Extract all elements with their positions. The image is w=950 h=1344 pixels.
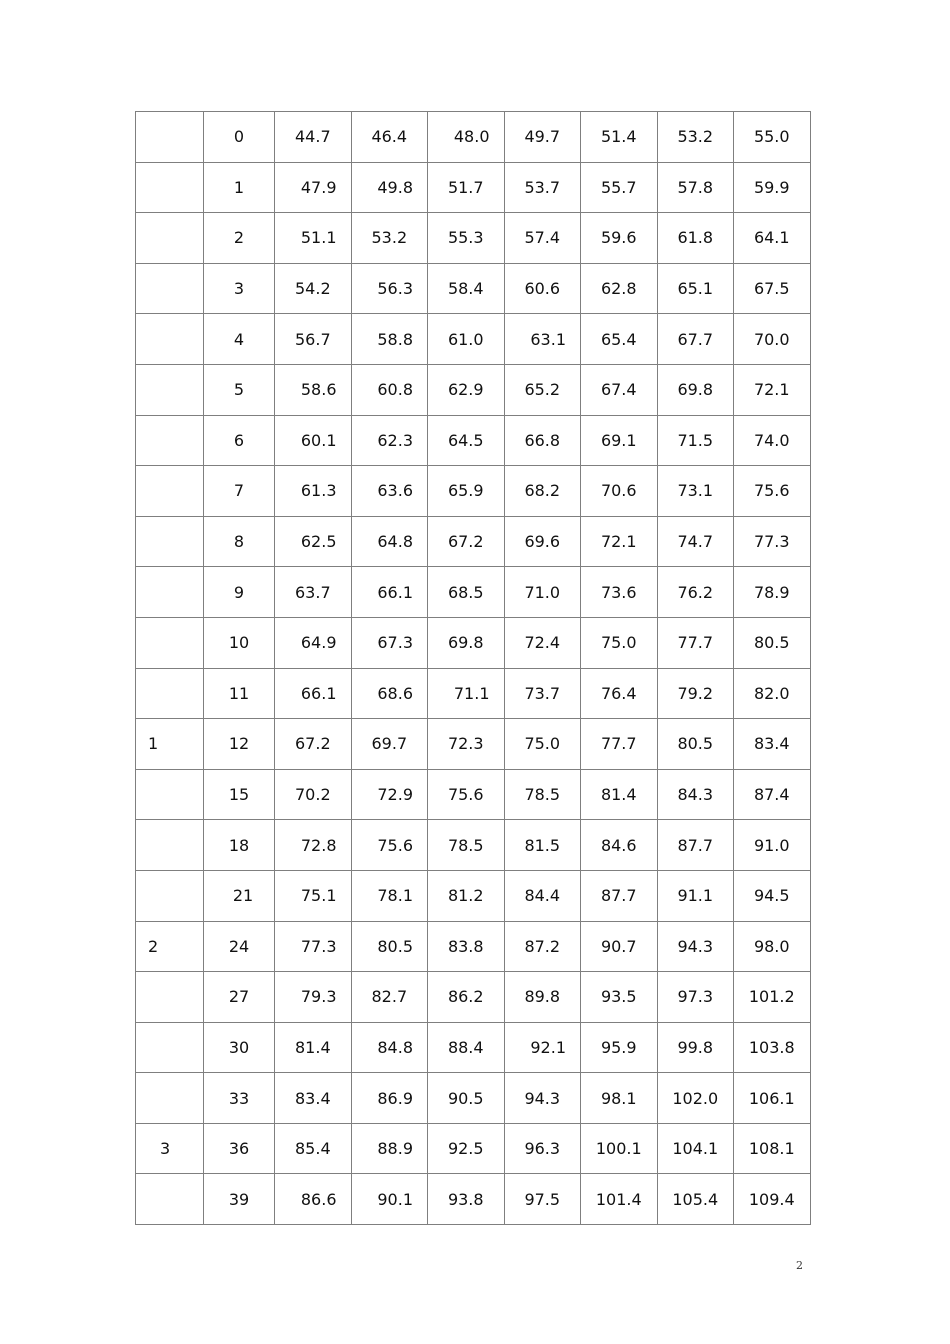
year-cell [136,870,204,921]
value-cell: 57.8 [657,162,734,213]
value-cell: 77.7 [657,617,734,668]
value-cell: 101.4 [581,1174,658,1225]
value-cell: 61.3 [275,466,352,517]
value-cell: 109.4 [734,1174,811,1225]
value-cell: 108.1 [734,1123,811,1174]
year-cell: 2 [136,921,204,972]
value-cell: 68.6 [351,668,428,719]
table-row [136,516,811,567]
value-cell: 65.9 [428,466,505,517]
year-cell [136,213,204,264]
value-cell: 72.3 [428,719,505,770]
year-cell [136,1073,204,1124]
value-cell: 90.7 [581,921,658,972]
value-cell: 78.5 [428,820,505,871]
value-cell: 64.5 [428,415,505,466]
year-cell [136,162,204,213]
value-cell: 65.4 [581,314,658,365]
value-cell: 100.1 [581,1123,658,1174]
value-cell: 94.5 [734,870,811,921]
value-cell: 75.6 [351,820,428,871]
value-cell: 77.3 [275,921,352,972]
value-cell: 69.8 [428,617,505,668]
month-cell: 24 [204,921,275,972]
value-cell: 87.4 [734,769,811,820]
table-row [136,921,811,972]
value-cell: 87.7 [657,820,734,871]
table-row [136,162,811,213]
value-cell: 79.2 [657,668,734,719]
value-cell: 58.6 [275,364,352,415]
table-row [136,820,811,871]
data-table [135,111,811,1225]
value-cell: 55.7 [581,162,658,213]
month-cell: 2 [204,213,275,264]
month-cell: 10 [204,617,275,668]
table-row [136,668,811,719]
month-cell: 6 [204,415,275,466]
month-cell: 4 [204,314,275,365]
table-row [136,719,811,770]
value-cell: 51.7 [428,162,505,213]
year-cell [136,972,204,1023]
value-cell: 81.4 [581,769,658,820]
value-cell: 66.8 [504,415,581,466]
year-cell: 3 [136,1123,204,1174]
table-row [136,364,811,415]
value-cell: 81.4 [275,1022,352,1073]
value-cell: 72.9 [351,769,428,820]
value-cell: 77.3 [734,516,811,567]
value-cell: 88.9 [351,1123,428,1174]
year-cell [136,1174,204,1225]
value-cell: 97.5 [504,1174,581,1225]
value-cell: 87.7 [581,870,658,921]
value-cell: 84.3 [657,769,734,820]
value-cell: 58.4 [428,263,505,314]
value-cell: 51.4 [581,112,658,163]
value-cell: 75.1 [275,870,352,921]
table-row [136,617,811,668]
value-cell: 76.2 [657,567,734,618]
value-cell: 63.1 [504,314,581,365]
value-cell: 73.6 [581,567,658,618]
table-row [136,1174,811,1225]
value-cell: 62.5 [275,516,352,567]
value-cell: 51.1 [275,213,352,264]
value-cell: 65.1 [657,263,734,314]
value-cell: 93.5 [581,972,658,1023]
month-cell: 18 [204,820,275,871]
year-cell [136,516,204,567]
year-cell [136,769,204,820]
value-cell: 98.1 [581,1073,658,1124]
value-cell: 70.6 [581,466,658,517]
year-cell: 1 [136,719,204,770]
value-cell: 83.8 [428,921,505,972]
table-row [136,1123,811,1174]
value-cell: 70.0 [734,314,811,365]
value-cell: 46.4 [351,112,428,163]
value-cell: 82.7 [351,972,428,1023]
value-cell: 62.9 [428,364,505,415]
value-cell: 91.0 [734,820,811,871]
value-cell: 84.4 [504,870,581,921]
value-cell: 69.7 [351,719,428,770]
value-cell: 53.2 [351,213,428,264]
value-cell: 96.3 [504,1123,581,1174]
table-row [136,213,811,264]
value-cell: 66.1 [275,668,352,719]
value-cell: 56.3 [351,263,428,314]
page-number: 2 [796,1259,803,1272]
value-cell: 79.3 [275,972,352,1023]
value-cell: 98.0 [734,921,811,972]
year-cell [136,617,204,668]
table-row [136,870,811,921]
value-cell: 75.6 [428,769,505,820]
value-cell: 67.7 [657,314,734,365]
value-cell: 72.4 [504,617,581,668]
month-cell: 11 [204,668,275,719]
month-cell: 27 [204,972,275,1023]
value-cell: 64.1 [734,213,811,264]
value-cell: 75.0 [504,719,581,770]
value-cell: 48.0 [428,112,505,163]
value-cell: 89.8 [504,972,581,1023]
year-cell [136,415,204,466]
value-cell: 80.5 [351,921,428,972]
value-cell: 73.1 [657,466,734,517]
value-cell: 64.8 [351,516,428,567]
year-cell [136,263,204,314]
value-cell: 59.9 [734,162,811,213]
month-cell: 33 [204,1073,275,1124]
value-cell: 90.5 [428,1073,505,1124]
value-cell: 49.7 [504,112,581,163]
value-cell: 83.4 [734,719,811,770]
value-cell: 64.9 [275,617,352,668]
value-cell: 92.5 [428,1123,505,1174]
value-cell: 95.9 [581,1022,658,1073]
value-cell: 72.1 [581,516,658,567]
value-cell: 84.6 [581,820,658,871]
value-cell: 93.8 [428,1174,505,1225]
month-cell: 8 [204,516,275,567]
value-cell: 63.7 [275,567,352,618]
month-cell: 39 [204,1174,275,1225]
value-cell: 74.0 [734,415,811,466]
table-row [136,1073,811,1124]
value-cell: 81.2 [428,870,505,921]
month-cell: 0 [204,112,275,163]
value-cell: 83.4 [275,1073,352,1124]
value-cell: 67.2 [275,719,352,770]
value-cell: 70.2 [275,769,352,820]
table-row [136,466,811,517]
value-cell: 66.1 [351,567,428,618]
month-cell: 36 [204,1123,275,1174]
value-cell: 105.4 [657,1174,734,1225]
value-cell: 85.4 [275,1123,352,1174]
value-cell: 88.4 [428,1022,505,1073]
value-cell: 56.7 [275,314,352,365]
value-cell: 94.3 [657,921,734,972]
value-cell: 54.2 [275,263,352,314]
month-cell: 12 [204,719,275,770]
value-cell: 62.3 [351,415,428,466]
value-cell: 71.1 [428,668,505,719]
table-row [136,415,811,466]
value-cell: 76.4 [581,668,658,719]
value-cell: 67.4 [581,364,658,415]
value-cell: 78.1 [351,870,428,921]
value-cell: 68.2 [504,466,581,517]
value-cell: 78.5 [504,769,581,820]
value-cell: 69.6 [504,516,581,567]
value-cell: 84.8 [351,1022,428,1073]
value-cell: 60.6 [504,263,581,314]
value-cell: 101.2 [734,972,811,1023]
value-cell: 92.1 [504,1022,581,1073]
value-cell: 74.7 [657,516,734,567]
value-cell: 72.1 [734,364,811,415]
value-cell: 77.7 [581,719,658,770]
year-cell [136,668,204,719]
value-cell: 71.5 [657,415,734,466]
month-cell: 7 [204,466,275,517]
value-cell: 59.6 [581,213,658,264]
year-cell [136,112,204,163]
value-cell: 103.8 [734,1022,811,1073]
value-cell: 49.8 [351,162,428,213]
value-cell: 55.0 [734,112,811,163]
value-cell: 80.5 [734,617,811,668]
value-cell: 91.1 [657,870,734,921]
value-cell: 63.6 [351,466,428,517]
value-cell: 67.3 [351,617,428,668]
value-cell: 69.1 [581,415,658,466]
value-cell: 75.6 [734,466,811,517]
month-cell: 5 [204,364,275,415]
value-cell: 99.8 [657,1022,734,1073]
value-cell: 86.6 [275,1174,352,1225]
value-cell: 62.8 [581,263,658,314]
value-cell: 58.8 [351,314,428,365]
table-row [136,769,811,820]
value-cell: 102.0 [657,1073,734,1124]
value-cell: 90.1 [351,1174,428,1225]
month-cell: 30 [204,1022,275,1073]
value-cell: 86.2 [428,972,505,1023]
value-cell: 57.4 [504,213,581,264]
value-cell: 94.3 [504,1073,581,1124]
value-cell: 86.9 [351,1073,428,1124]
year-cell [136,1022,204,1073]
month-cell: 9 [204,567,275,618]
year-cell [136,314,204,365]
value-cell: 75.0 [581,617,658,668]
value-cell: 60.1 [275,415,352,466]
table-row [136,263,811,314]
value-cell: 104.1 [657,1123,734,1174]
value-cell: 61.0 [428,314,505,365]
month-cell: 3 [204,263,275,314]
value-cell: 65.2 [504,364,581,415]
year-cell [136,466,204,517]
month-cell: 21 [204,870,275,921]
value-cell: 67.5 [734,263,811,314]
value-cell: 53.2 [657,112,734,163]
value-cell: 73.7 [504,668,581,719]
table-row [136,112,811,163]
year-cell [136,364,204,415]
value-cell: 67.2 [428,516,505,567]
value-cell: 61.8 [657,213,734,264]
value-cell: 82.0 [734,668,811,719]
value-cell: 69.8 [657,364,734,415]
value-cell: 106.1 [734,1073,811,1124]
table-row [136,567,811,618]
value-cell: 53.7 [504,162,581,213]
value-cell: 44.7 [275,112,352,163]
value-cell: 71.0 [504,567,581,618]
value-cell: 78.9 [734,567,811,618]
table-body [136,112,811,1225]
table-row [136,314,811,365]
value-cell: 97.3 [657,972,734,1023]
value-cell: 72.8 [275,820,352,871]
month-cell: 15 [204,769,275,820]
year-cell [136,567,204,618]
table-row [136,972,811,1023]
value-cell: 87.2 [504,921,581,972]
value-cell: 55.3 [428,213,505,264]
month-cell: 1 [204,162,275,213]
value-cell: 47.9 [275,162,352,213]
year-cell [136,820,204,871]
value-cell: 60.8 [351,364,428,415]
value-cell: 80.5 [657,719,734,770]
table-row [136,1022,811,1073]
value-cell: 81.5 [504,820,581,871]
value-cell: 68.5 [428,567,505,618]
